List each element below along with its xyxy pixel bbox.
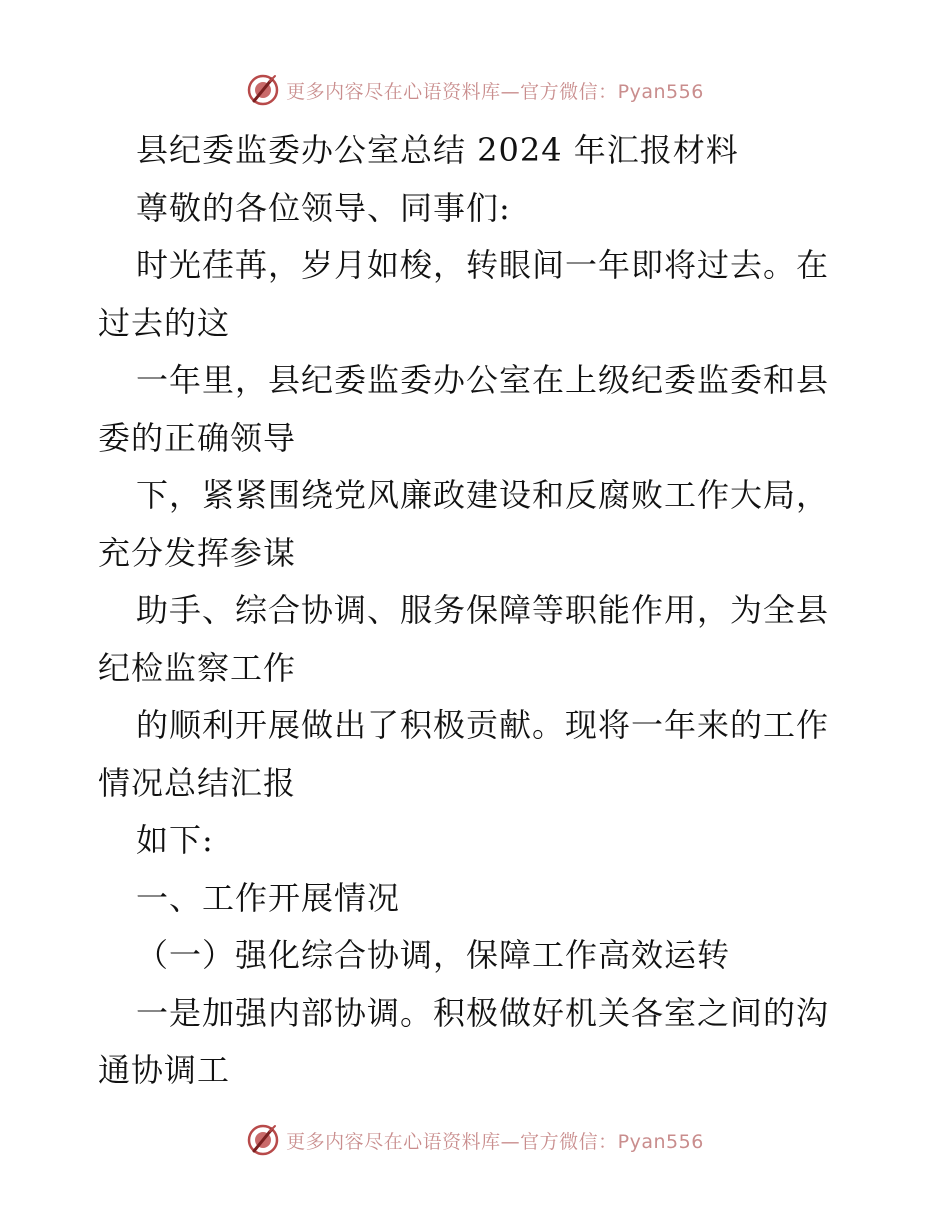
paragraph-line: 纪检监察工作 xyxy=(98,648,297,687)
pen-logo-icon xyxy=(246,1123,280,1157)
header-watermark xyxy=(0,70,950,110)
paragraph-line: 充分发挥参谋 xyxy=(98,533,297,572)
subsection-heading: （一）强化综合协调，保障工作高效运转 xyxy=(136,936,731,974)
paragraph-line: 通协调工 xyxy=(98,1051,231,1089)
paragraph-line: 委的正确领导 xyxy=(98,418,297,457)
paragraph-line: 情况总结汇报 xyxy=(98,763,297,802)
document-body xyxy=(98,122,858,1100)
footer-watermark xyxy=(0,1120,950,1160)
paragraph-line: 的顺利开展做出了积极贡献。现将一年来的工作 xyxy=(136,706,830,744)
paragraph-line: 过去的这 xyxy=(98,303,231,342)
pen-logo-icon xyxy=(246,73,280,107)
watermark-text: 更多内容尽在心语资料库—官方微信：Pyan556 xyxy=(286,1130,704,1153)
paragraph-line: 时光荏苒，岁月如梭，转眼间一年即将过去。在 xyxy=(136,246,830,284)
watermark-text: 更多内容尽在心语资料库—官方微信：Pyan556 xyxy=(286,80,704,103)
section-heading: 一、工作开展情况 xyxy=(136,878,401,917)
paragraph-line: 如下: xyxy=(136,821,214,859)
paragraph-line: 一年里，县纪委监委办公室在上级纪委监委和县 xyxy=(136,361,830,399)
paragraph-line: 下，紧紧围绕党风廉政建设和反腐败工作大局， xyxy=(136,476,830,514)
paragraph-line: 助手、综合协调、服务保障等职能作用，为全县 xyxy=(136,591,830,629)
salutation: 尊敬的各位领导、同事们: xyxy=(136,188,511,227)
document-title: 县纪委监委办公室总结 2024 年汇报材料 xyxy=(136,131,739,169)
paragraph-line: 一是加强内部协调。积极做好机关各室之间的沟 xyxy=(136,993,830,1032)
